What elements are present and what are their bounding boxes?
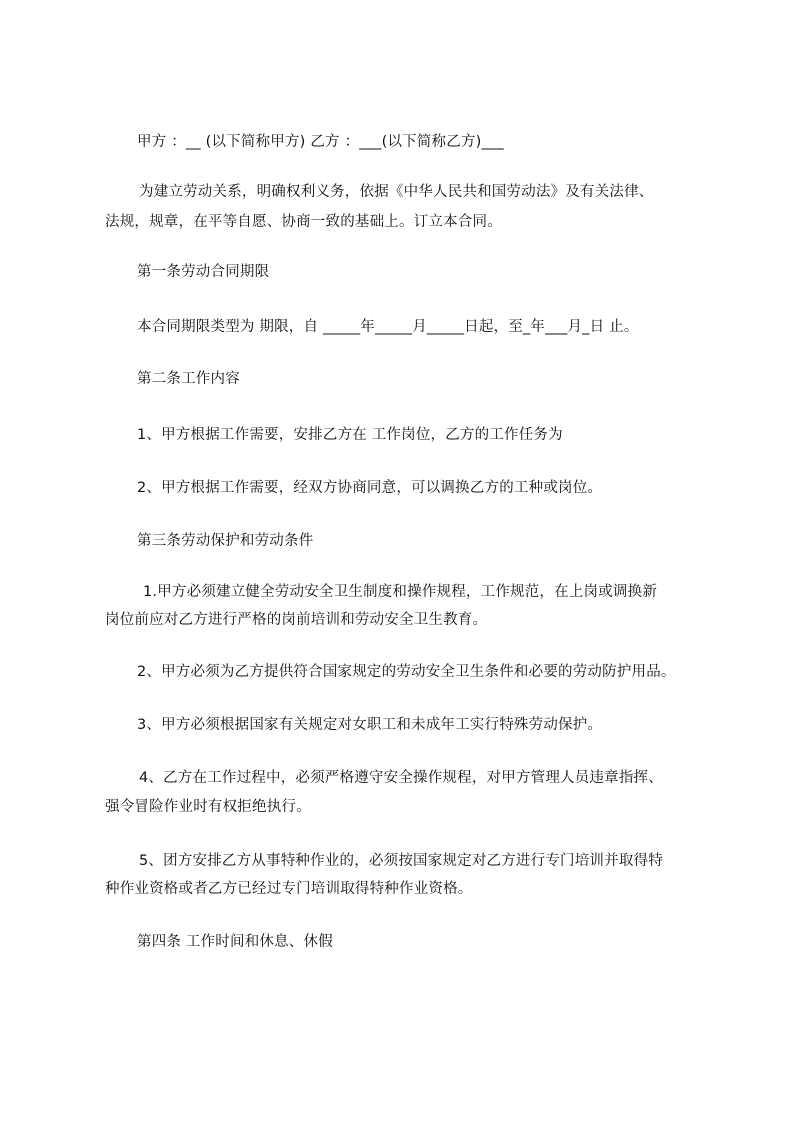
article-2-title: 第二条工作内容 xyxy=(137,371,240,387)
article-3-item-4-line-1: 4、乙方在工作过程中，必须严格遵守安全操作规程，对甲方管理人员违章指挥、 xyxy=(139,770,663,786)
article-3-item-2: 2、甲方必须为乙方提供符合国家规定的劳动安全卫生条件和必要的劳动防护用品。 xyxy=(137,664,676,680)
article-3-item-1-line-2: 岗位前应对乙方进行严格的岗前培训和劳动安全卫生教育。 xyxy=(105,612,488,628)
article-3-item-4 xyxy=(139,763,663,793)
article-3-item-1 xyxy=(143,577,657,607)
intro-paragraph xyxy=(139,177,654,207)
article-1-term-line: 本合同期限类型为 期限，自 _____年_____月_____日起，至_年___月_日 止。 xyxy=(137,319,639,335)
article-3-item-4-line-2: 强令冒险作业时有权拒绝执行。 xyxy=(105,799,311,815)
article-3-item-3: 3、甲方必须根据国家有关规定对女职工和未成年工实行特殊劳动保护。 xyxy=(137,717,603,733)
intro-line-2: 法规，规章，在平等自愿、协商一致的基础上。订立本合同。 xyxy=(105,214,502,230)
party-line: 甲方 ：__ (以下简称甲方) 乙方 ：___(以下简称乙方)___ xyxy=(137,134,504,150)
intro-line-1: 为建立劳动关系，明确权利义务，依据《中华人民共和国劳动法》及有关法律、 xyxy=(139,184,654,200)
article-3-item-1-line-1: 1.甲方必须建立健全劳动安全卫生制度和操作规程，工作规范，在上岗或调换新 xyxy=(143,584,658,600)
article-3-item-5-line-1: 5、团方安排乙方从事特种作业的，必须按国家规定对乙方进行专门培训并取得特 xyxy=(139,853,663,869)
article-2-item-1: 1、甲方根据工作需要，安排乙方在 工作岗位，乙方的工作任务为 xyxy=(137,427,563,443)
article-3-item-5-line-2: 种作业资格或者乙方已经过专门培训取得特种作业资格。 xyxy=(105,881,473,897)
article-3-title: 第三条劳动保护和劳动条件 xyxy=(137,533,314,549)
article-3-item-5-cont xyxy=(105,874,473,904)
article-1-title: 第一条劳动合同期限 xyxy=(137,264,270,280)
intro-paragraph-cont xyxy=(105,207,502,237)
article-2-item-2: 2、甲方根据工作需要，经双方协商同意，可以调换乙方的工种或岗位。 xyxy=(137,480,603,496)
article-3-item-4-cont xyxy=(105,792,311,822)
article-3-item-5 xyxy=(139,846,663,876)
article-3-item-1-cont xyxy=(105,605,487,635)
article-4-title: 第四条 工作时间和休息、休假 xyxy=(137,934,333,950)
